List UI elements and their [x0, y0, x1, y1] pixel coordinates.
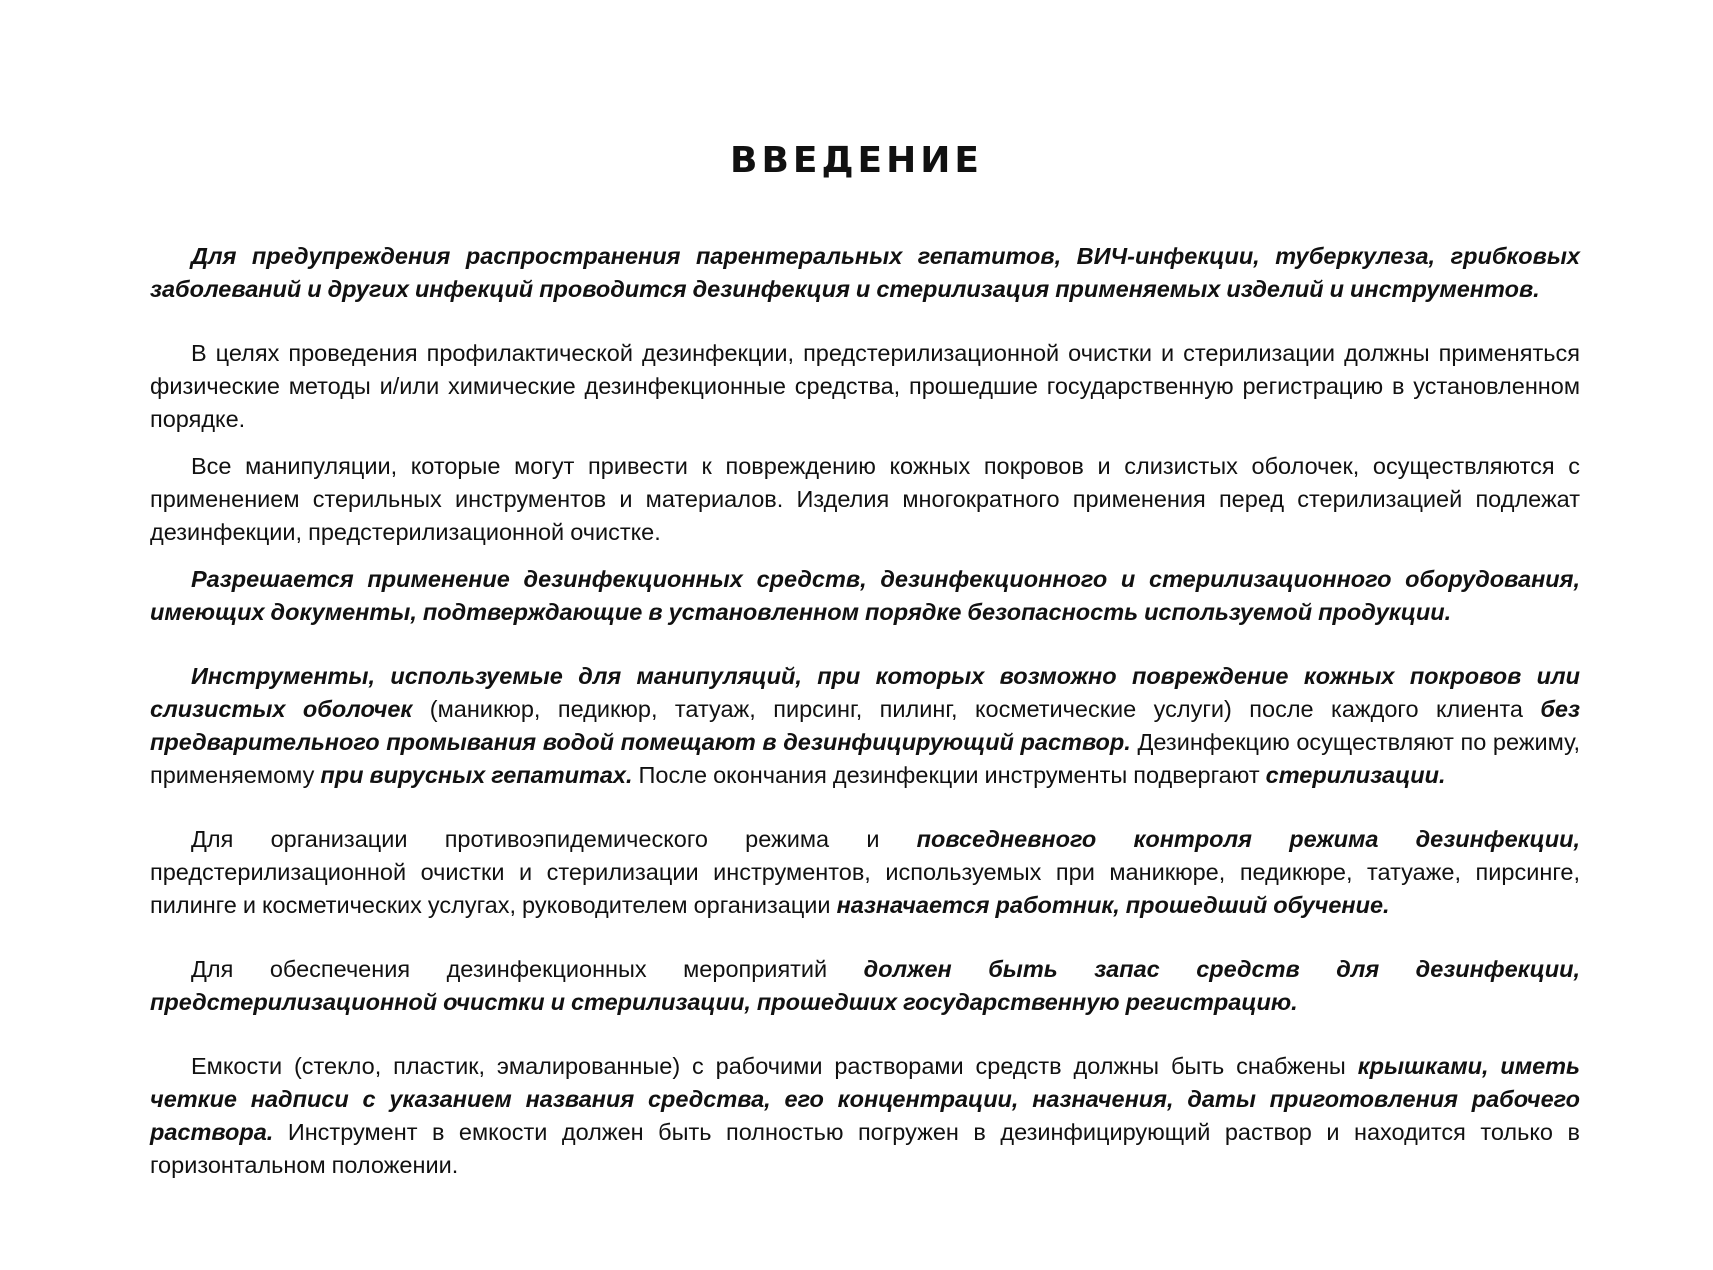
- paragraph-5-segment-2: (маникюр, педикюр, татуаж, пирсинг, пилинг, косметические услуги) после каждого клиента: [412, 696, 1541, 722]
- paragraph-5-segment-7: стерилизации.: [1265, 762, 1446, 788]
- paragraph-8: [150, 1050, 1580, 1182]
- paragraph-2: [150, 337, 1580, 436]
- paragraph-6-segment-2: повседневного контроля режима дезинфекции,: [916, 826, 1580, 852]
- paragraph-5-segment-5: при вирусных гепатитах.: [320, 762, 633, 788]
- paragraph-7-segment-2: должен быть запас средств для дезинфекции, предстерилизационной очистки и стерилизации, прошедших государственную регистрацию.: [150, 956, 1580, 1015]
- paragraph-1: [150, 240, 1580, 306]
- paragraph-5-segment-6: После окончания дезинфекции инструменты подвергают: [632, 762, 1266, 788]
- paragraph-6-segment-4: назначается работник, прошедший обучение.: [836, 892, 1390, 918]
- paragraph-1-segment-1: Для предупреждения распространения парентеральных гепатитов, ВИЧ-инфекции, туберкулеза, грибковых заболеваний и других инфекций проводится дезинфекция и стерилизация применяемых изделий и инструментов.: [150, 243, 1580, 302]
- paragraph-6: [150, 823, 1580, 922]
- paragraph-5: [150, 660, 1580, 792]
- paragraph-7: [150, 953, 1580, 1019]
- paragraph-6-segment-1: Для организации противоэпидемического режима и: [191, 826, 917, 852]
- paragraph-8-segment-3: Инструмент в емкости должен быть полностью погружен в дезинфицирующий раствор и находится только в горизонтальном положении.: [150, 1119, 1580, 1178]
- paragraph-8-segment-1: Емкости (стекло, пластик, эмалированные) с рабочими растворами средств должны быть снабжены: [191, 1053, 1358, 1079]
- paragraph-2-segment-1: В целях проведения профилактической дезинфекции, предстерилизационной очистки и стерилизации должны применяться физические методы и/или химические дезинфекционные средства, прошедшие государственную регистрацию в установленном порядке.: [150, 340, 1580, 432]
- paragraph-4: [150, 563, 1580, 629]
- paragraph-7-segment-1: Для обеспечения дезинфекционных мероприятий: [191, 956, 864, 982]
- paragraph-5-segment-3: без предварительного промывания водой помещают в дезинфицирующий раствор.: [150, 696, 1580, 755]
- paragraph-6-segment-3: предстерилизационной очистки и стерилизации инструментов, используемых при маникюре, педикюре, татуаже, пирсинге, пилинге и косметических услугах, руководителем организации: [150, 859, 1580, 918]
- paragraph-5-segment-4: Дезинфекцию осуществляют по режиму, применяемому: [150, 729, 1580, 788]
- paragraph-8-segment-2: крышками, иметь четкие надписи с указанием названия средства, его концентрации, назначения, даты приготовления рабочего раствора.: [150, 1053, 1580, 1145]
- document-body: [150, 240, 1580, 1182]
- page-title: ВВЕДЕНИЕ: [730, 140, 983, 181]
- paragraph-3-segment-1: Все манипуляции, которые могут привести к повреждению кожных покровов и слизистых оболочек, осуществляются с применением стерильных инструментов и материалов. Изделия многократного применения перед стерилизацией подлежат дезинфекции, предстерилизационной очистке.: [150, 453, 1580, 545]
- paragraph-4-segment-1: Разрешается применение дезинфекционных средств, дезинфекционного и стерилизационного оборудования, имеющих документы, подтверждающие в установленном порядке безопасность используемой продукции.: [150, 566, 1580, 625]
- paragraph-3: [150, 450, 1580, 549]
- paragraph-5-segment-1: Инструменты, используемые для манипуляций, при которых возможно повреждение кожных покровов или слизистых оболочек: [150, 663, 1580, 722]
